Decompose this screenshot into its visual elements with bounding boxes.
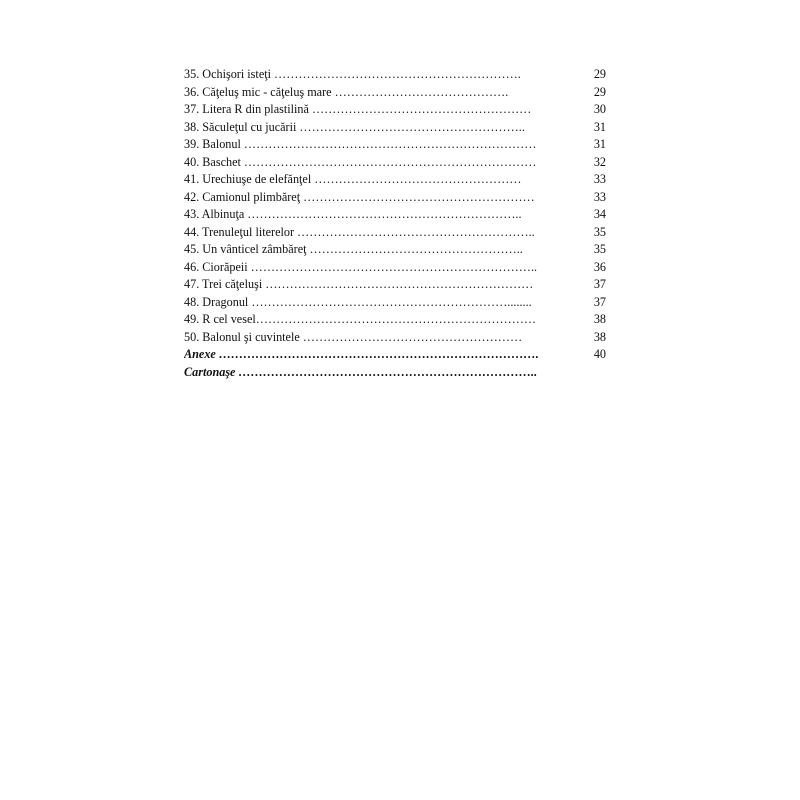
toc-entry (184, 66, 608, 84)
toc-entry-page-number: 35 (593, 224, 606, 239)
toc-entry-title: 36. Căţeluş mic - căţeluş mare ……………………………………. (184, 84, 509, 99)
toc-entry-title: 49. R cel vesel…………………………………………………………… (184, 312, 537, 326)
toc-entry-page-number: 30 (593, 102, 606, 116)
toc-entry-title: Anexe ……………………………………………………………………. (184, 347, 539, 361)
toc-entry (184, 259, 608, 277)
toc-entry-title: 40. Baschet ……………………………………………………………… (184, 154, 537, 169)
toc-entry (184, 311, 608, 329)
toc-entry-page-number: 33 (593, 189, 606, 204)
toc-entry (184, 154, 608, 172)
toc-entry-title: 38. Săculeţul cu jucării ……………………………………………….. (184, 119, 525, 134)
toc-entry (184, 206, 608, 224)
table-of-contents (184, 66, 608, 381)
toc-entry-title: 43. Albinuţa ………………………………………………………….. (184, 207, 522, 221)
toc-entry (184, 294, 608, 312)
toc-entry (184, 84, 608, 102)
toc-entry-page-number: 36 (593, 259, 606, 274)
toc-entry-page-number: 40 (593, 347, 606, 361)
toc-entry-title: 39. Balonul ……………………………………………………………… (184, 137, 537, 151)
toc-entry (184, 241, 608, 259)
toc-entry (184, 364, 608, 382)
toc-entry (184, 329, 608, 347)
toc-entry-title: 42. Camionul plimbăreţ ………………………………………………… (184, 189, 535, 204)
toc-entry-page-number: 34 (593, 207, 606, 221)
toc-entry-page-number: 29 (593, 67, 606, 81)
toc-entry-title: 41. Urechiuşe de elefănţel …………………………………………… (184, 172, 522, 186)
toc-entry (184, 171, 608, 189)
toc-entry-page-number: 35 (593, 242, 606, 256)
toc-entry (184, 136, 608, 154)
toc-entry-title: 46. Ciorăpeii …………………………………………………………….. (184, 259, 538, 274)
toc-entry-page-number: 31 (593, 119, 606, 134)
toc-entry-page-number: 32 (593, 154, 606, 169)
toc-entry (184, 119, 608, 137)
toc-entry-title: 37. Litera R din plastilină ……………………………………………… (184, 102, 532, 116)
toc-entry-title: 44. Trenuleţul literelor ………………………………………………….. (184, 224, 535, 239)
toc-entry (184, 224, 608, 242)
toc-entry-page-number: 33 (593, 172, 606, 186)
toc-entry (184, 101, 608, 119)
toc-entry (184, 346, 608, 364)
toc-entry (184, 189, 608, 207)
toc-entry-page-number: 38 (593, 312, 606, 326)
toc-entry-title: 47. Trei căţeluşi ………………………………………………………… (184, 277, 534, 291)
toc-entry-page-number: 31 (593, 137, 606, 151)
toc-entry-title: 48. Dragonul ………………………………………………………........ (184, 294, 532, 309)
toc-entry-title: 50. Balonul şi cuvintele ……………………………………………… (184, 329, 523, 344)
toc-entry-title: 35. Ochişori isteţi ……………………………………………………. (184, 67, 521, 81)
toc-entry-title: Cartonaşe ……………………………………………………………….. (184, 364, 538, 379)
toc-entry-page-number: 38 (593, 329, 606, 344)
toc-entry (184, 276, 608, 294)
toc-entry-page-number: 37 (593, 277, 606, 291)
toc-entry-page-number: 37 (593, 294, 606, 309)
toc-entry-title: 45. Un vânticel zâmbăreţ …………………………………………….. (184, 242, 523, 256)
toc-entry-page-number: 29 (593, 84, 606, 99)
